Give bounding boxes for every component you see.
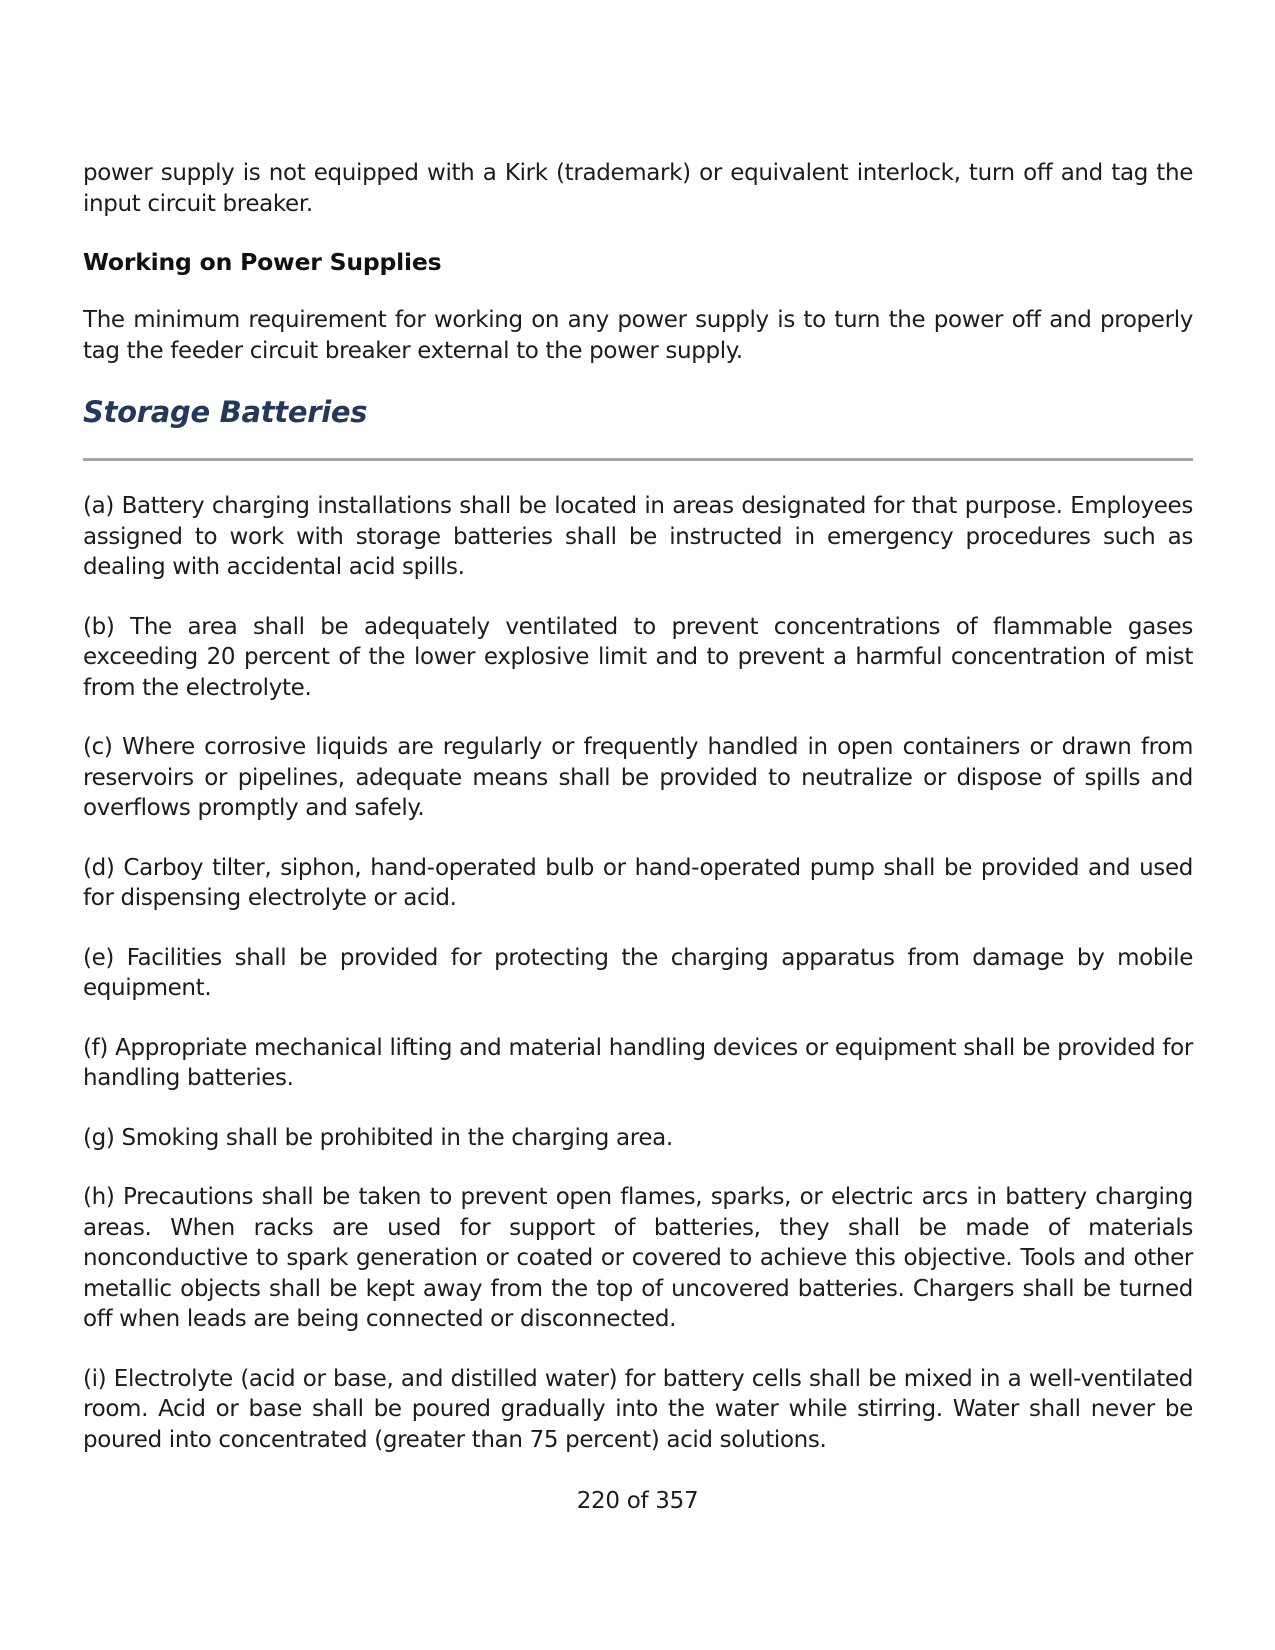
- list-item: (i) Electrolyte (acid or base, and distilled water) for battery cells shall be mixed in a well-ventilated room. Acid or base shall be poured gradually into the water while stirring. Water shall never be poured into concentrated (greater than 75 percent) acid solutions.: [83, 1365, 1193, 1453]
- intro-paragraph: power supply is not equipped with a Kirk (trademark) or equivalent interlock, turn off and tag the input circuit breaker.: [83, 160, 1193, 217]
- working-on-power-supplies-heading: Working on Power Supplies: [83, 248, 442, 276]
- section-divider: [83, 458, 1193, 461]
- list-item: (f) Appropriate mechanical lifting and material handling devices or equipment shall be provided for handling batteries.: [83, 1034, 1193, 1091]
- list-item: (g) Smoking shall be prohibited in the charging area.: [83, 1124, 673, 1151]
- document-page: [83, 158, 1193, 1455]
- list-item: (b) The area shall be adequately ventilated to prevent concentrations of flammable gases exceeding 20 percent of the lower explosive limit and to prevent a harmful concentration of mist from the electrolyte.: [83, 613, 1193, 701]
- list-item: (e) Facilities shall be provided for protecting the charging apparatus from damage by mobile equipment.: [83, 944, 1193, 1001]
- page-number: 220 of 357: [576, 1488, 699, 1514]
- list-item: (d) Carboy tilter, siphon, hand-operated bulb or hand-operated pump shall be provided and used for dispensing electrolyte or acid.: [83, 854, 1193, 911]
- list-item: (c) Where corrosive liquids are regularly or frequently handled in open containers or drawn from reservoirs or pipelines, adequate means shall be provided to neutralize or dispose of spills and overflows promptly and safely.: [83, 734, 1193, 821]
- list-item: (h) Precautions shall be taken to prevent open flames, sparks, or electric arcs in battery charging areas. When racks are used for support of batteries, they shall be made of materials nonconductive to spark generation or coated or covered to achieve this objective. Tools and other metallic objects shall be kept away from the top of uncovered batteries. Chargers shall be turned off when leads are being connected or disconnected.: [83, 1184, 1193, 1332]
- battery-rules-list: [83, 491, 1193, 1455]
- list-item: (a) Battery charging installations shall be located in areas designated for that purpose. Employees assigned to work with storage batteries shall be instructed in emergency procedures such as dealing with accidental acid spills.: [83, 493, 1193, 580]
- working-paragraph: The minimum requirement for working on any power supply is to turn the power off and properly tag the feeder circuit breaker external to the power supply.: [83, 307, 1193, 364]
- section-title: Storage Batteries: [83, 395, 368, 429]
